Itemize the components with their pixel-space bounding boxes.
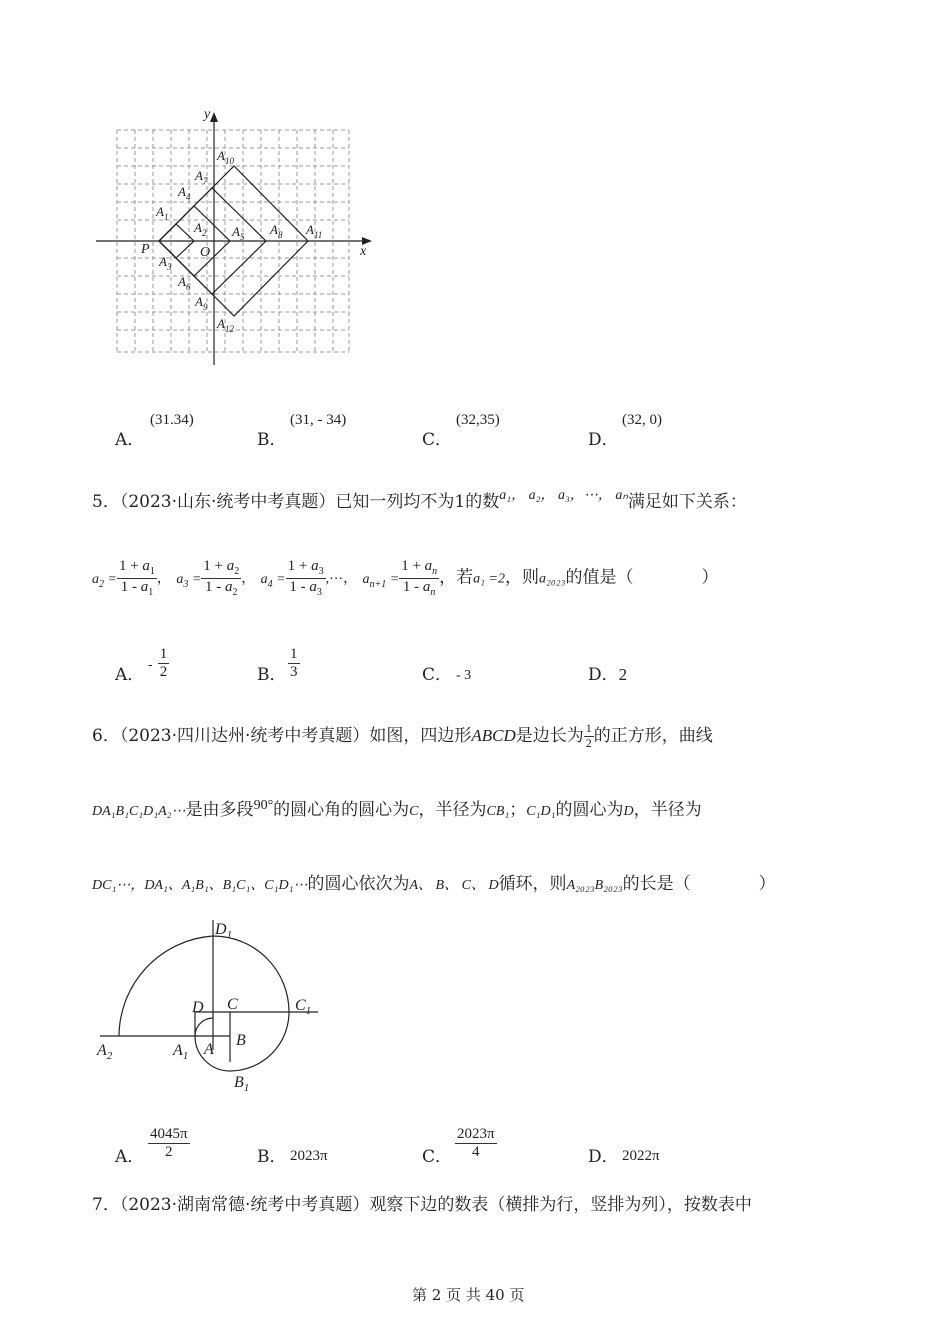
q6-line3: DC₁⋯，DA₁、A₁B₁、B₁C₁、C₁D₁⋯的圆心依次为A、 B、 C、 D循环，则A₂₀₂₃B₂₀₂₃的长是（ ） xyxy=(92,874,776,894)
q4-option-d[interactable]: D． xyxy=(588,430,619,450)
q6-option-c[interactable]: C． xyxy=(422,1147,453,1167)
q4-option-c[interactable]: C． xyxy=(422,430,453,450)
label-a6: $A_6$ xyxy=(178,274,191,292)
q5-option-a-value: - $\frac{1}{2}$ xyxy=(148,646,168,681)
label-d: D xyxy=(192,999,204,1016)
axis-y-label: y xyxy=(204,107,211,122)
q6-option-b-value: 2023π xyxy=(290,1148,328,1164)
label-c: C xyxy=(227,996,238,1013)
q5-option-c[interactable]: C． xyxy=(422,665,453,685)
label-c1: $C_1$ xyxy=(295,997,312,1017)
label-a10: $A_{10}$ xyxy=(217,148,234,166)
label-d1: $D_1$ xyxy=(215,921,233,941)
axis-x-label: x xyxy=(360,244,367,259)
origin-label: O xyxy=(200,245,211,260)
q6-option-a-value: $\frac{4045\pi}{2}$ xyxy=(150,1126,188,1161)
label-a7: $A_7$ xyxy=(195,168,208,186)
label-a1: $A_1$ xyxy=(173,1042,189,1062)
figure-grid-squares xyxy=(90,100,390,375)
q4-option-d-value: (32, 0) xyxy=(622,412,662,428)
label-a3: $A_3$ xyxy=(159,254,172,272)
q5-option-b-value: $\frac{1}{3}$ xyxy=(290,646,298,681)
q6-option-c-value: $\frac{2023\pi}{4}$ xyxy=(457,1126,495,1161)
q6-option-d[interactable]: D． xyxy=(588,1147,619,1167)
label-a4: $A_4$ xyxy=(178,184,191,202)
label-a12: $A_{12}$ xyxy=(217,316,234,334)
label-a2: $A_2$ xyxy=(97,1042,113,1062)
q6-option-b[interactable]: B． xyxy=(257,1147,287,1167)
label-a2: $A_2$ xyxy=(194,220,207,238)
q5-option-d[interactable]: D．2 xyxy=(588,665,628,685)
label-a9: $A_9$ xyxy=(195,294,208,312)
label-a11: $A_{11}$ xyxy=(306,222,323,240)
q4-option-a-value: (31.34) xyxy=(150,412,194,428)
q6-option-a[interactable]: A． xyxy=(115,1147,145,1167)
q4-option-a[interactable]: A． xyxy=(115,430,145,450)
q5-option-c-value: - 3 xyxy=(456,668,472,683)
label-b1: $B_1$ xyxy=(234,1074,250,1094)
q4-option-c-value: (32,35) xyxy=(456,412,500,428)
q6-line1: 6．（2023·四川达州·统考中考真题）如图，四边形ABCD是边长为 $\frac{1}{2}$ 的正方形，曲线 xyxy=(92,721,713,750)
label-b: B xyxy=(236,1032,246,1049)
label-a5: $A_5$ xyxy=(232,224,245,242)
q5-stem: 5．（2023·山东·统考中考真题）已知一列均不为1的数$^{a_1, a_2, a_3,\cdots, a_n}$满足如下关系： xyxy=(92,488,747,512)
q4-option-b-value: (31, - 34) xyxy=(290,412,347,428)
label-a8: $A_8$ xyxy=(270,222,283,240)
q7-stem: 7．（2023·湖南常德·统考中考真题）观察下边的数表（横排为行，竖排为列），按数表中 xyxy=(92,1195,752,1215)
q5-option-a[interactable]: A． xyxy=(115,665,145,685)
point-p-label: P xyxy=(141,242,150,257)
q6-option-d-value: 2022π xyxy=(622,1148,660,1164)
page-footer: 第 2 页 共 40 页 xyxy=(412,1286,525,1304)
figure-spiral-arcs xyxy=(90,912,330,1097)
label-a: A xyxy=(204,1041,214,1058)
q5-relations: $a_2$ = $\frac{1 + a_1}{1 - a_1}$ ， $a_3$ = $\frac{1 + a_2}{1 - a_2}$ ， $a_4$ = $\frac{1 + a_3}{1 - a_3}$ ,⋯， $a_{n+1}$ = $\frac{1 + a_n}{1 - a_n}$ ，若a₁ =2，则a₂₀₂₃的值是（ ） xyxy=(92,558,719,598)
q5-option-b[interactable]: B． xyxy=(257,665,287,685)
q6-line2: DA₁B₁C₁D₁A₂⋯是由多段$^{90^\circ}$的圆心角的圆心为C，半径为CB₁；C₁D₁的圆心为D，半径为 xyxy=(92,798,702,820)
q4-option-b[interactable]: B． xyxy=(257,430,287,450)
label-a1: $A_1$ xyxy=(156,204,169,222)
